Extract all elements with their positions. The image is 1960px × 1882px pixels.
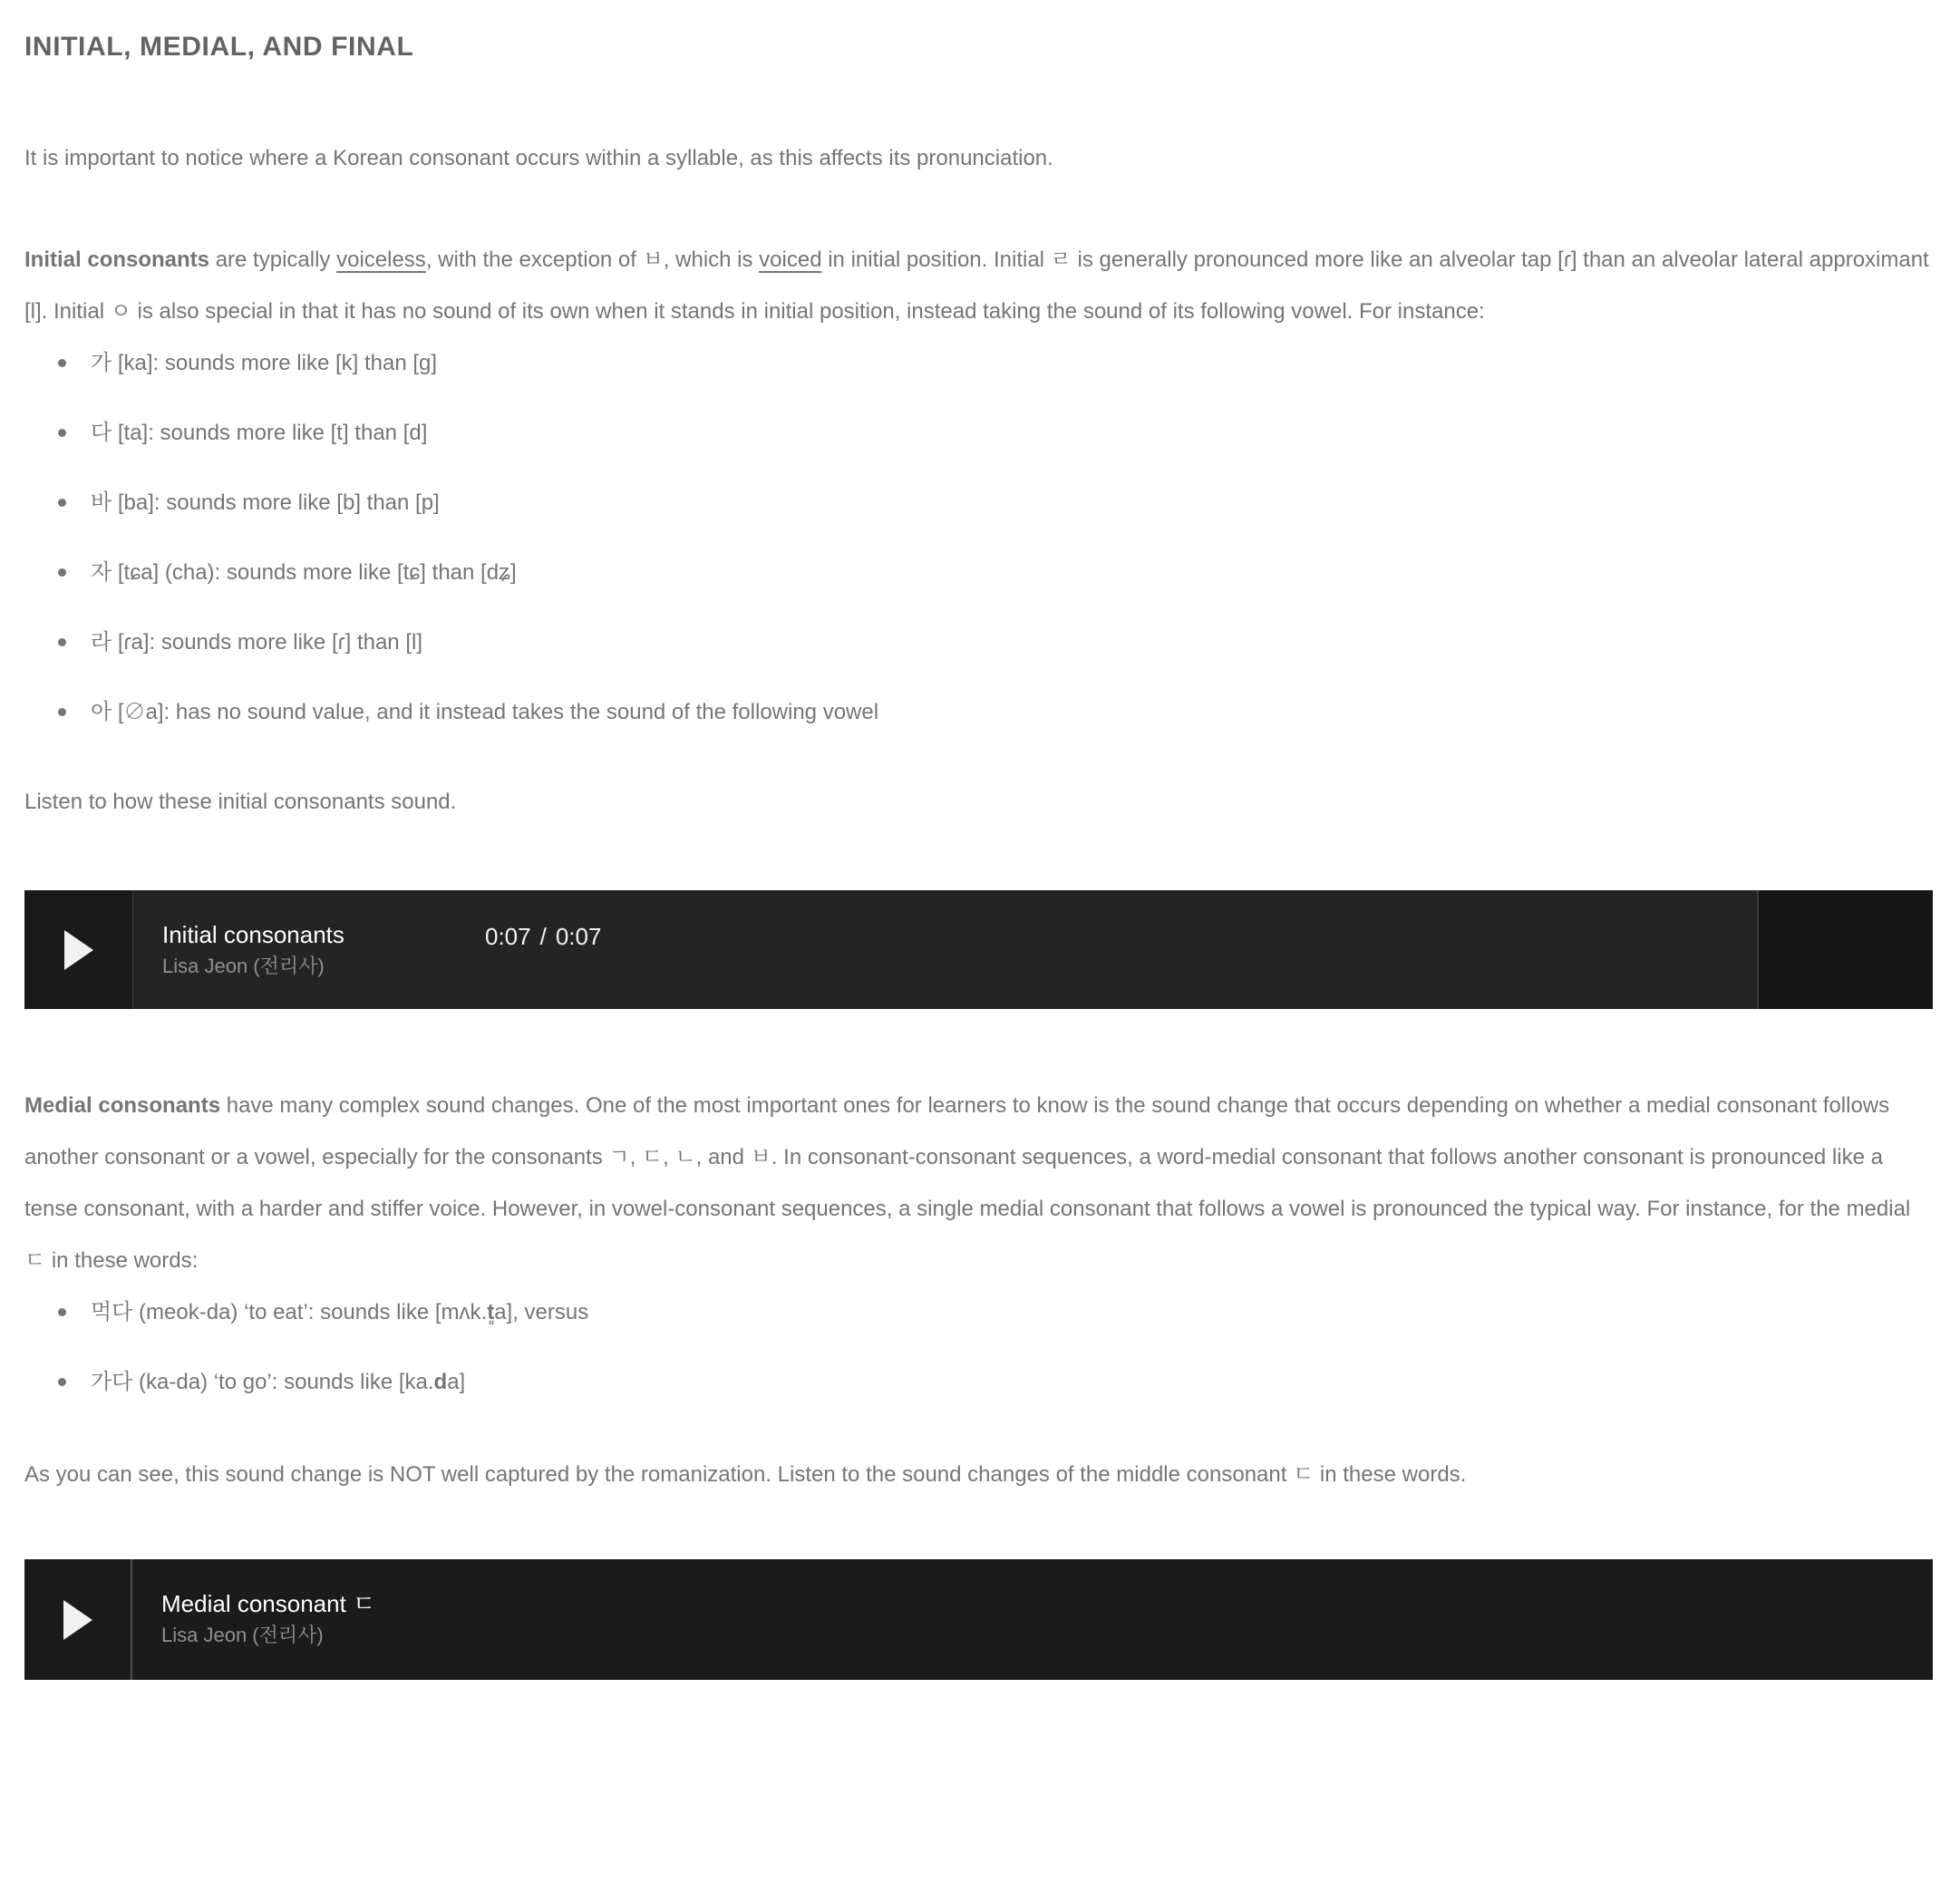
paragraph-initial-consonants (24, 234, 1933, 337)
player-body[interactable] (132, 890, 1757, 1009)
play-button[interactable] (24, 890, 132, 1009)
audio-player-medial-consonant (24, 1559, 1933, 1680)
text-segment: t͈ (487, 1300, 495, 1324)
player-artist: Lisa Jeon (전리사) (161, 1624, 324, 1646)
voiceless-link[interactable]: voiceless (336, 247, 426, 272)
voiced-link[interactable]: voiced (759, 247, 822, 272)
audio-player-initial-consonants (24, 890, 1933, 1009)
player-track-title: Initial consonants (162, 921, 344, 948)
paragraph-medial-consonants (24, 1080, 1933, 1286)
list-item (24, 337, 1933, 389)
text-segment: 가다 (ka-da) ‘to go’: sounds like [ka. (91, 1370, 434, 1394)
time-separator: / (539, 923, 547, 950)
text-segment: As you can see, this sound change is NOT well captured by the romanization. Listen to the sound changes of the middle consonant ㄷ in these words. (24, 1462, 1467, 1487)
text-segment: 아 [∅a]: has no sound value, and it instead takes the sound of the following vowel (91, 700, 879, 724)
text-segment: It is important to notice where a Korean consonant occurs within a syllable, as this affects its pronunciation. (24, 146, 1053, 170)
list-item (24, 616, 1933, 668)
paragraph-intro (24, 132, 1933, 184)
text-segment: 라 [ɾa]: sounds more like [ɾ] than [l] (91, 630, 422, 655)
player-right-panel (1757, 890, 1933, 1009)
text-segment: in initial position. Initial ㄹ is generally pronounced more like an alveolar tap [ɾ] than an alveolar lateral approximant [l]. Initial ㅇ is also special in that it has no sound of its own when it stands in initial position, instead taking the sound of its following vowel. For instance: (24, 247, 1929, 324)
paragraph-listen-initial (24, 776, 1933, 828)
text-segment: 가 [ka]: sounds more like [k] than [g] (91, 351, 438, 375)
text-segment: Listen to how these initial consonants sound. (24, 790, 457, 814)
list-item (24, 686, 1933, 738)
play-triangle-icon (64, 930, 93, 970)
text-segment: d (433, 1370, 448, 1394)
text-segment: a], versus (494, 1300, 589, 1324)
list-item (24, 547, 1933, 598)
medial-examples-list (24, 1286, 1933, 1408)
list-item (24, 477, 1933, 529)
list-item (24, 1356, 1933, 1408)
text-segment: 먹다 (meok-da) ‘to eat’: sounds like [mʌk. (91, 1300, 488, 1324)
play-triangle-icon (63, 1600, 92, 1640)
text-segment: Medial consonants (24, 1093, 221, 1118)
list-item (24, 1286, 1933, 1338)
list-item (24, 407, 1933, 459)
text-segment: Initial consonants (24, 247, 210, 272)
time-current: 0:07 (485, 923, 531, 950)
player-track-meta (162, 921, 344, 978)
player-artist: Lisa Jeon (전리사) (162, 955, 325, 977)
time-total: 0:07 (555, 923, 602, 950)
text-segment: , with the exception of ㅂ, which is (425, 247, 760, 272)
text-segment: 다 [ta]: sounds more like [t] than [d] (91, 421, 428, 445)
text-segment: a] (447, 1370, 466, 1394)
play-button[interactable] (24, 1559, 132, 1680)
text-segment: 자 [tɕa] (cha): sounds more like [tɕ] than [dʑ] (91, 560, 517, 585)
initial-examples-list (24, 337, 1933, 738)
text-segment: are typically (209, 247, 337, 272)
paragraph-romanization (24, 1449, 1933, 1500)
player-body[interactable] (132, 1559, 1933, 1680)
player-track-meta (161, 1590, 375, 1647)
page-title: INITIAL, MEDIAL, AND FINAL (24, 32, 414, 62)
player-track-title: Medial consonant ㄷ (161, 1590, 376, 1617)
text-segment: 바 [ba]: sounds more like [b] than [p] (91, 490, 440, 515)
text-segment: have many complex sound changes. One of the most important ones for learners to know is the sound change that occurs depending on whether a medial consonant follows another consonant or a vowel, especially for the consonants ㄱ, ㄷ, ㄴ, and ㅂ. In consonant-consonant sequences, a word-medial consonant that follows another consonant is pronounced like a tense consonant, with a harder and stiffer voice. However, in vowel-consonant sequences, a single medial consonant that follows a vowel is pronounced the typical way. For instance, for the medial ㄷ in these words: (24, 1093, 1911, 1273)
player-time-display (485, 923, 601, 951)
